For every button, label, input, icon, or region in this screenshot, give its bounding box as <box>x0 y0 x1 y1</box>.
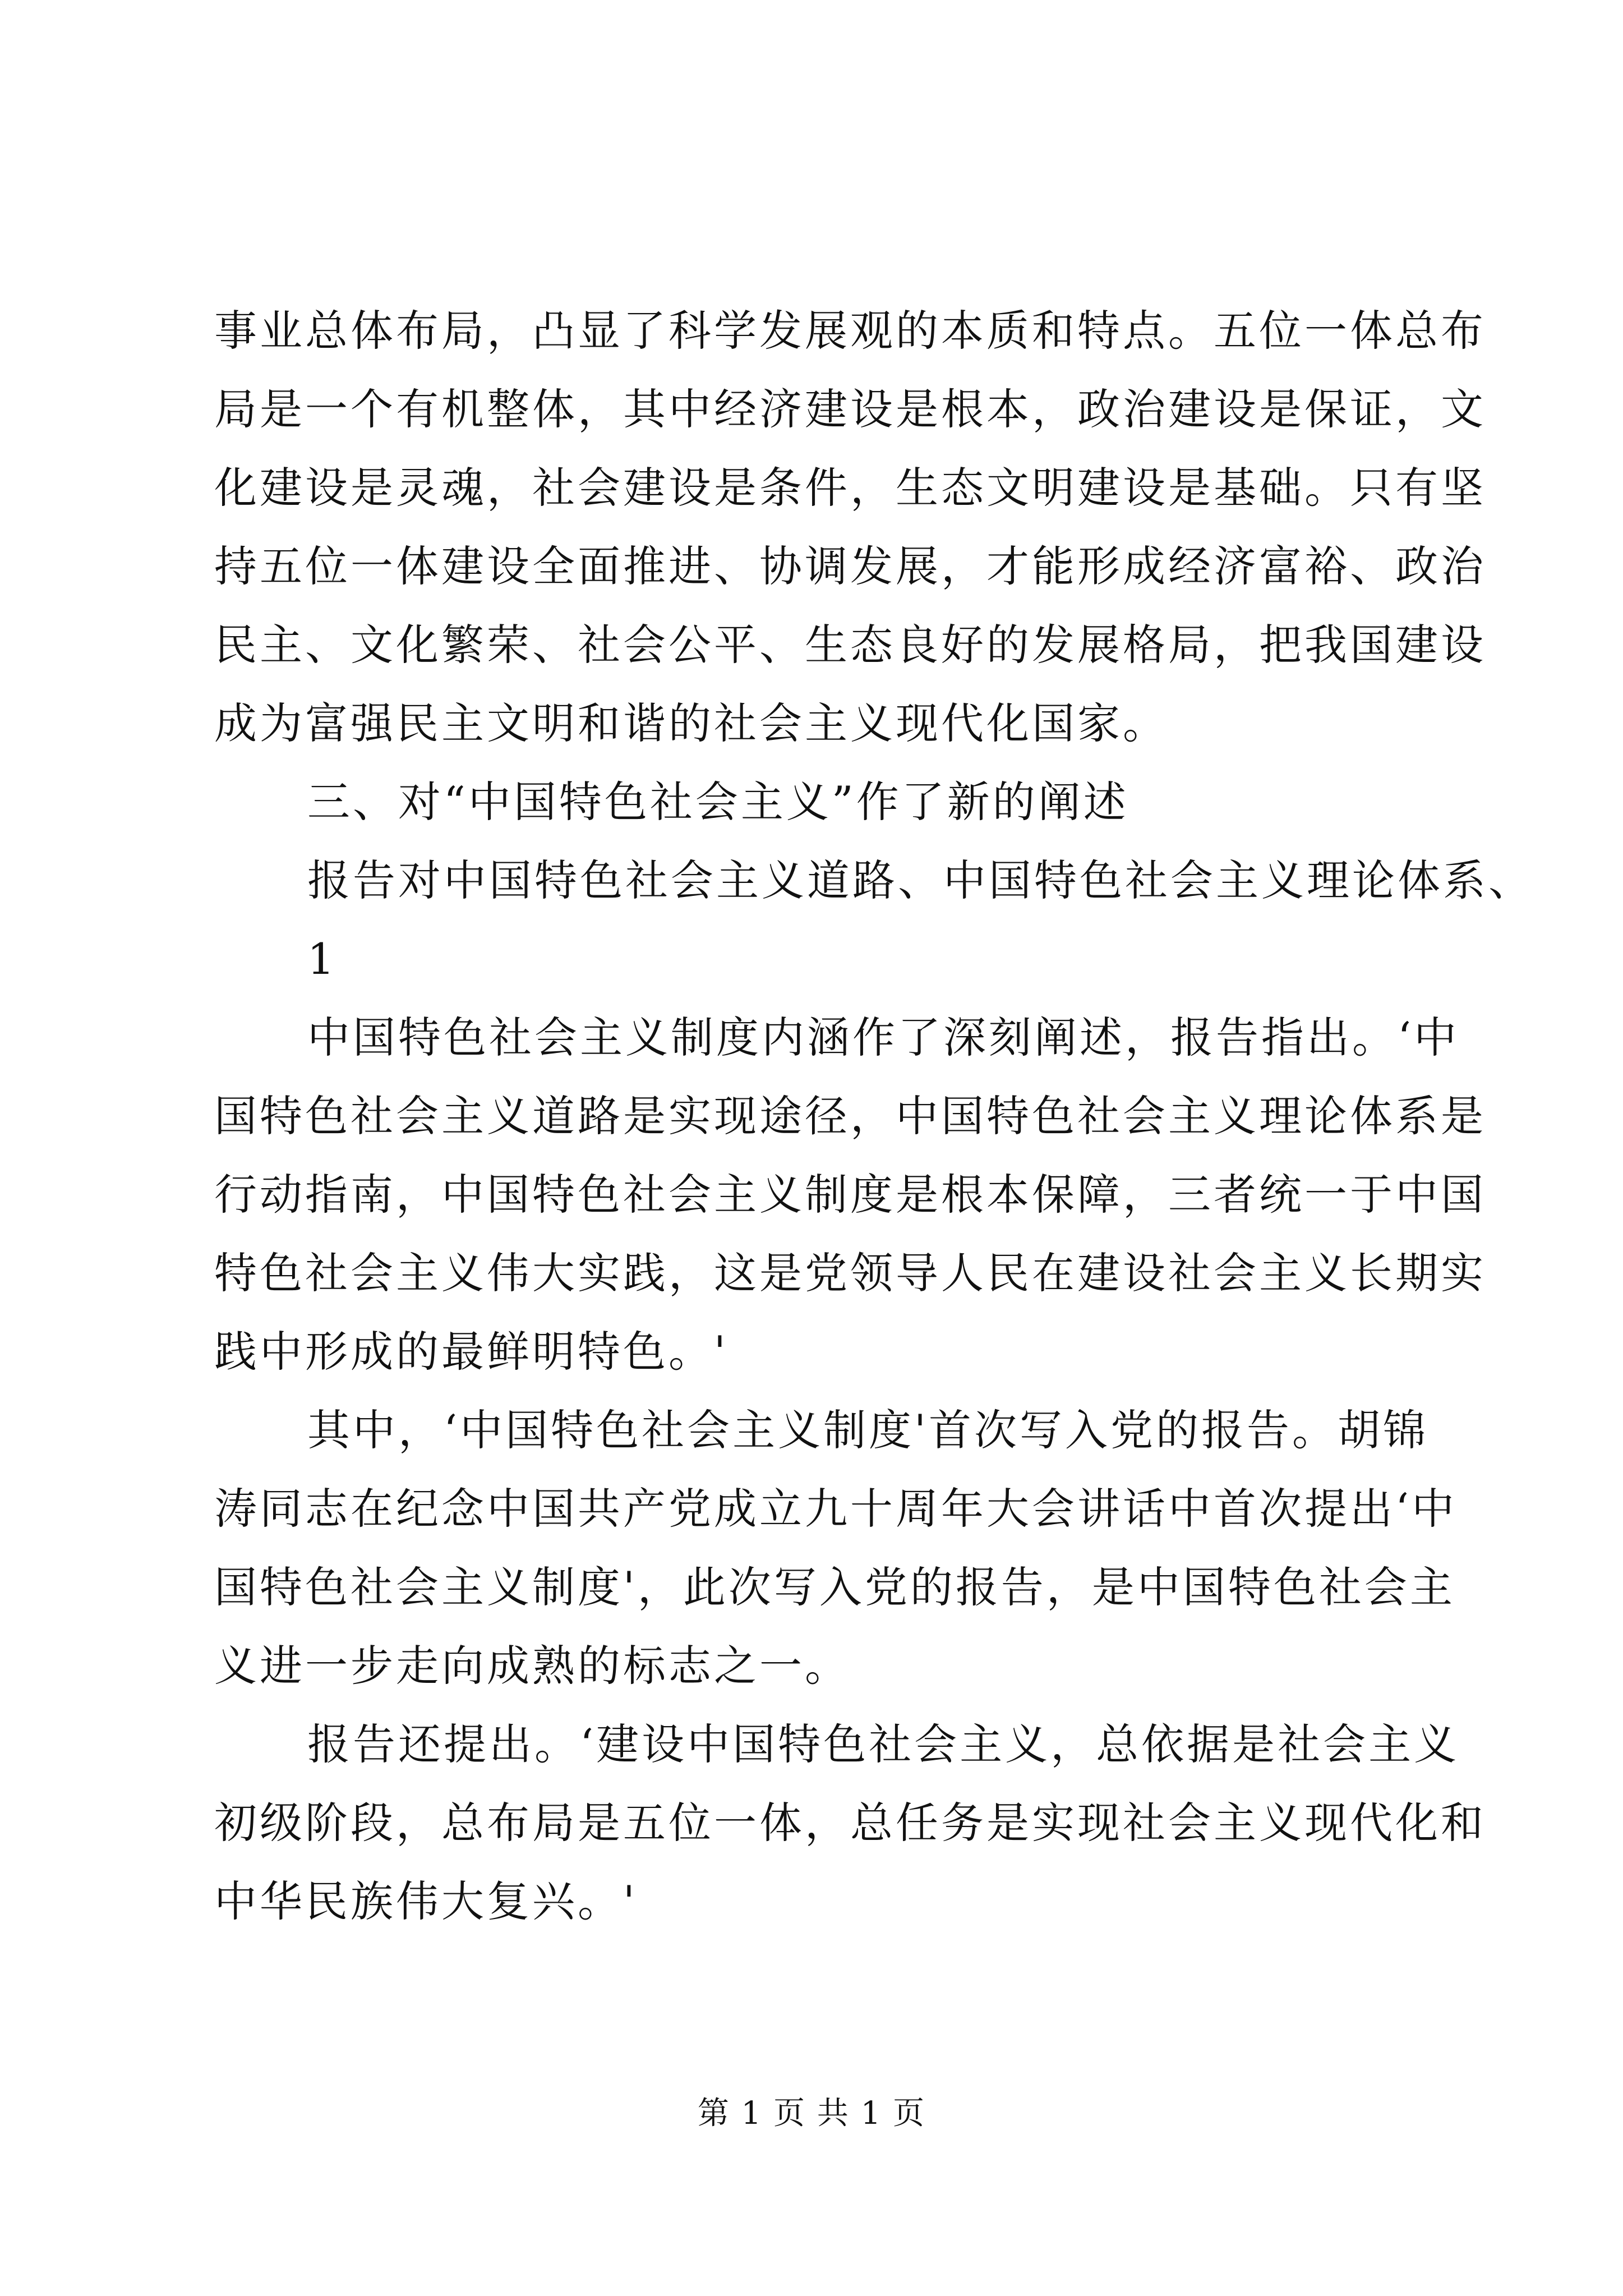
body-text-line: 初级阶段，总布局是五位一体，总任务是实现社会主义现代化和 <box>214 1798 1486 1848</box>
body-text-line: 涛同志在纪念中国共产党成立九十周年大会讲话中首次提出‘中 <box>214 1484 1458 1534</box>
page-number-inline: 1 <box>307 934 338 984</box>
body-text-line: 践中形成的最鲜明特色。' <box>214 1327 728 1377</box>
body-text-line: 成为富强民主文明和谐的社会主义现代化国家。 <box>214 698 1168 748</box>
section-heading: 三、对“中国特色社会主义”作了新的阐述 <box>307 777 1129 827</box>
body-text-line: 中国特色社会主义制度内涵作了深刻阐述，报告指出。‘中 <box>307 1013 1460 1062</box>
body-text-line: 国特色社会主义道路是实现途径，中国特色社会主义理论体系是 <box>214 1091 1486 1141</box>
body-text-line: 事业总体布局，凸显了科学发展观的本质和特点。五位一体总布 <box>214 306 1486 356</box>
page-footer: 第 1 页 共 1 页 <box>697 2095 926 2132</box>
body-text-line: 中华民族伟大复兴。' <box>214 1876 638 1926</box>
body-text-line: 化建设是灵魂，社会建设是条件，生态文明建设是基础。只有坚 <box>214 463 1486 513</box>
body-text-line: 国特色社会主义制度'，此次写入党的报告，是中国特色社会主 <box>214 1562 1455 1612</box>
body-text-line: 持五位一体建设全面推进、协调发展，才能形成经济富裕、政治 <box>214 541 1486 591</box>
body-text-line: 义进一步走向成熟的标志之一。 <box>214 1641 850 1691</box>
body-text-line: 局是一个有机整体，其中经济建设是根本，政治建设是保证，文 <box>214 384 1486 434</box>
body-text-line: 民主、文化繁荣、社会公平、生态良好的发展格局，把我国建设 <box>214 620 1486 670</box>
body-text-line: 特色社会主义伟大实践，这是党领导人民在建设社会主义长期实 <box>214 1248 1486 1298</box>
body-text-line: 其中，‘中国特色社会主义制度'首次写入党的报告。胡锦 <box>307 1405 1429 1455</box>
body-text-line: 报告还提出。‘建设中国特色社会主义，总依据是社会主义 <box>307 1719 1460 1769</box>
body-text-line: 行动指南，中国特色社会主义制度是根本保障，三者统一于中国 <box>214 1170 1486 1220</box>
body-text-line: 报告对中国特色社会主义道路、中国特色社会主义理论体系、 <box>307 855 1534 905</box>
